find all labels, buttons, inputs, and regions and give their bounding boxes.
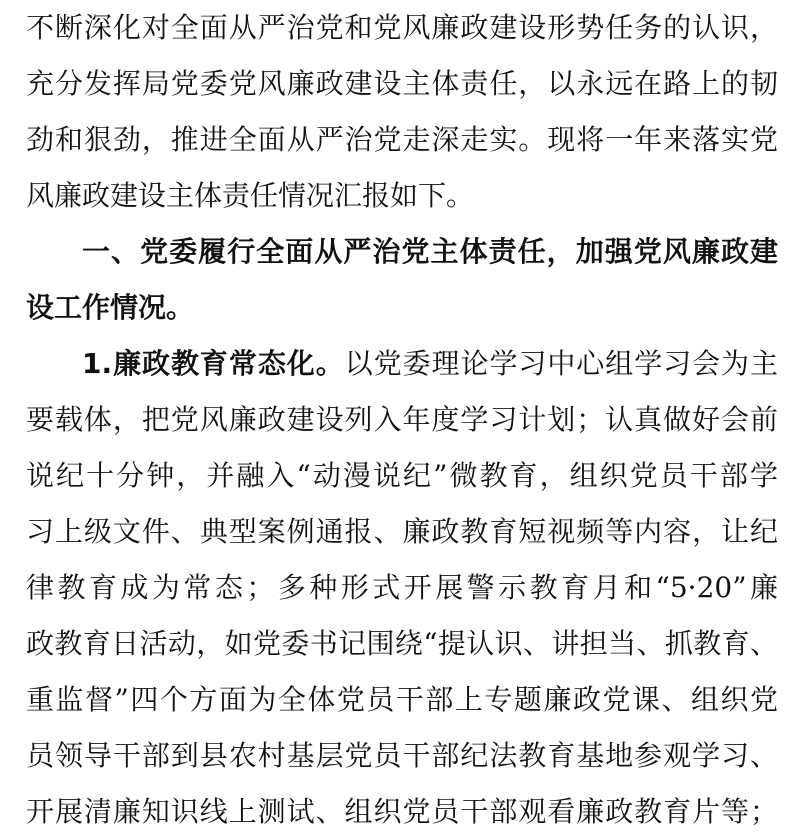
item1-line-5: 律教育成为常态；多种形式开展警示教育月和“5·20”廉	[26, 571, 778, 604]
item1-line-7: 重监督”四个方面为全体党员干部上专题廉政党课、组织党	[26, 683, 778, 716]
item1-title: 1.廉政教育常态化。	[82, 347, 345, 380]
intro-line-2: 充分发挥局党委党风廉政建设主体责任，以永远在路上的韧	[26, 67, 778, 100]
item1-line-8: 员领导干部到县农村基层党员干部纪法教育基地参观学习、	[26, 739, 778, 772]
item1-line-4: 习上级文件、典型案例通报、廉政教育短视频等内容，让纪	[26, 515, 778, 548]
section-heading-line-2: 设工作情况。	[26, 291, 195, 324]
item1-first-line	[82, 344, 778, 384]
item1-line-3: 说纪十分钟，并融入“动漫说纪”微教育，组织党员干部学	[26, 459, 778, 492]
section-heading-line-1: 一、党委履行全面从严治党主体责任，加强党风廉政建	[82, 235, 778, 268]
item1-first-line-text: 以党委理论学习中心组学习会为主	[344, 347, 778, 380]
intro-line-3: 劲和狠劲，推进全面从严治党走深走实。现将一年来落实党	[26, 123, 778, 156]
item1-line-9: 开展清廉知识线上测试、组织党员干部观看廉政教育片等；	[26, 795, 778, 828]
intro-line-4: 风廉政建设主体责任情况汇报如下。	[26, 179, 475, 212]
item1-line-6: 政教育日活动，如党委书记围绕“提认识、讲担当、抓教育、	[26, 627, 778, 660]
item1-line-2: 要载体，把党风廉政建设列入年度学习计划；认真做好会前	[26, 403, 778, 436]
intro-line-1: 不断深化对全面从严治党和党风廉政建设形势任务的认识，	[26, 11, 778, 44]
